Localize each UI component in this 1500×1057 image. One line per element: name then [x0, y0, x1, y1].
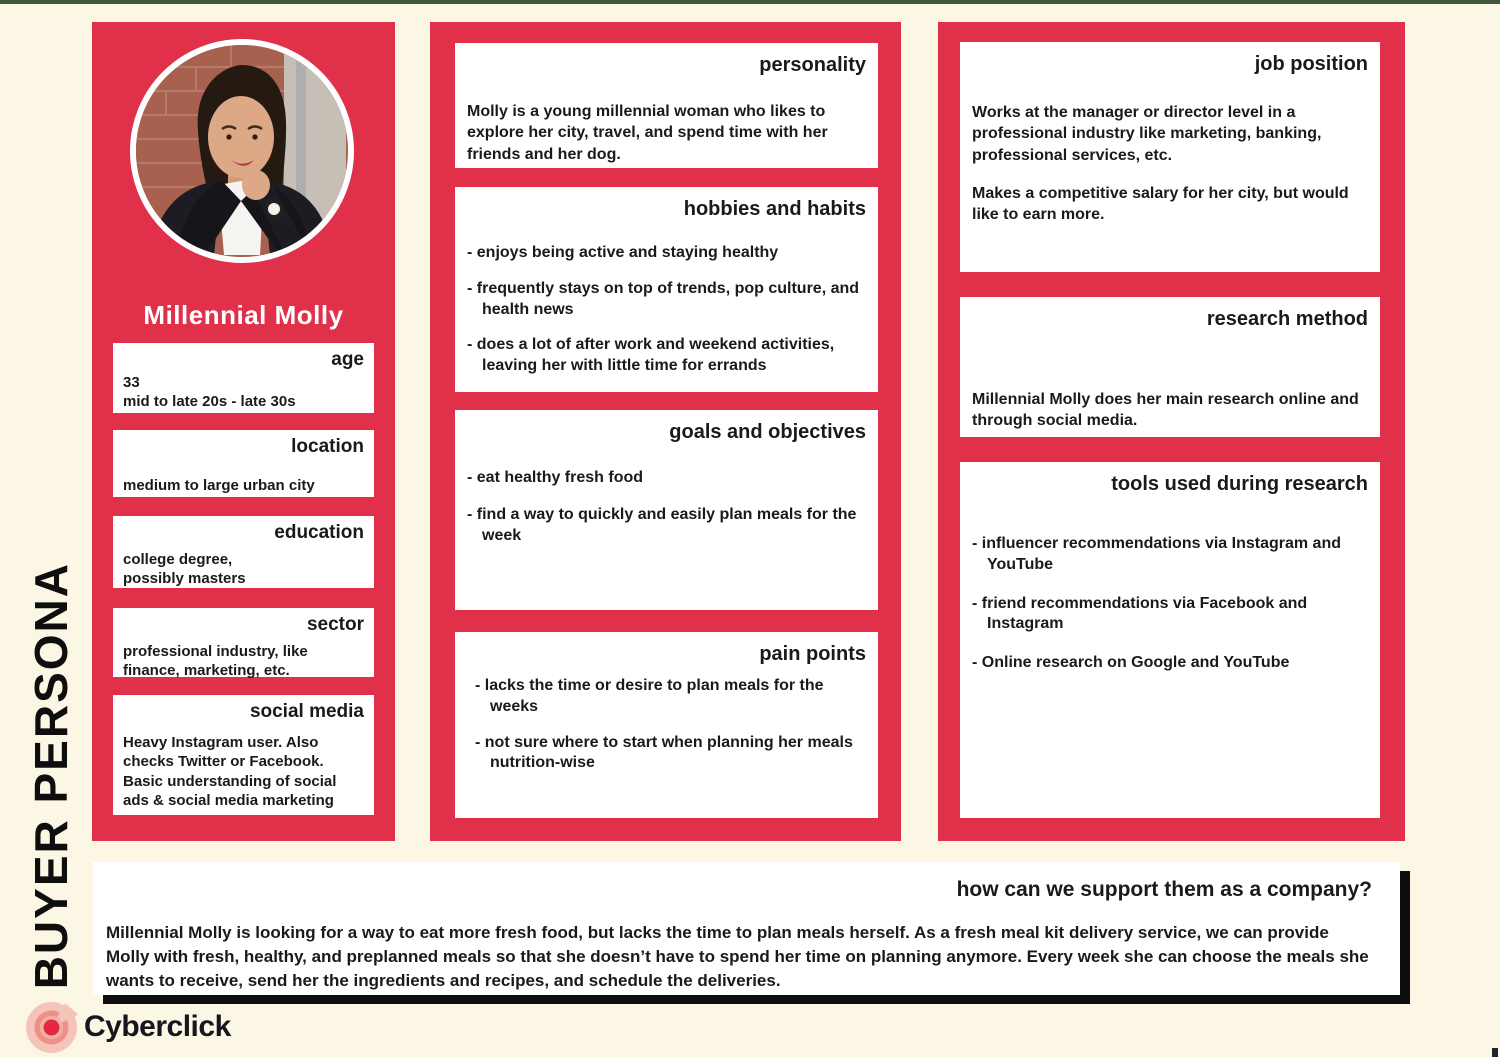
panel-research-tools-title: tools used during research — [1111, 473, 1368, 495]
footer-brand — [25, 1001, 231, 1053]
section-age-title: age — [331, 349, 364, 370]
panel-research-method-title: research method — [1206, 308, 1368, 330]
section-education-value: college degree, possibly masters — [123, 550, 246, 587]
section-age — [113, 343, 374, 413]
section-age-value: 33 mid to late 20s - late 30s — [123, 373, 296, 410]
hobbies-item: - frequently stays on top of trends, pop culture, and health news — [467, 279, 860, 318]
top-border-line — [0, 0, 1500, 4]
panel-job-position-title: job position — [1254, 53, 1368, 75]
research-method-body: Millennial Molly does her main research online and through social media. — [972, 391, 1359, 430]
cyberclick-logo-text: Cyberclick — [84, 1010, 231, 1043]
panel-research-method — [960, 297, 1380, 437]
section-social-media-value: Heavy Instagram user. Also checks Twitter or Facebook. Basic understanding of social ads & social media marketing — [123, 733, 337, 810]
section-social-media-title: social media — [249, 701, 364, 722]
panel-hobbies — [455, 187, 878, 392]
section-sector-title: sector — [306, 614, 364, 635]
section-location-title: location — [291, 436, 364, 457]
panel-personality-title: personality — [759, 54, 866, 76]
hobbies-item: - does a lot of after work and weekend activities, leaving her with little time for errands — [467, 336, 835, 375]
section-education-title: education — [274, 522, 364, 543]
profile-photo — [130, 39, 354, 263]
profile-card — [92, 22, 395, 841]
corner-mark — [1492, 1048, 1498, 1057]
profile-photo-illustration — [136, 45, 346, 255]
panel-pain-points-title: pain points — [759, 643, 866, 665]
section-location — [113, 430, 374, 497]
personality-card — [430, 22, 901, 841]
work-card — [938, 22, 1405, 841]
goals-item: - eat healthy fresh food — [467, 469, 644, 486]
support-box — [93, 862, 1400, 995]
pain-point-item: - lacks the time or desire to plan meals for the weeks — [475, 677, 824, 715]
panel-hobbies-title: hobbies and habits — [683, 198, 866, 220]
panel-research-tools — [960, 462, 1380, 818]
panel-personality-body: Molly is a young millennial woman who likes to explore her city, travel, and spend time with her friends and her dog. — [467, 103, 828, 163]
research-tool-item: - friend recommendations via Facebook and Instagram — [972, 594, 1308, 633]
panel-goals — [455, 410, 878, 610]
panel-pain-points — [455, 632, 878, 818]
job-position-paragraph: Makes a competitive salary for her city, but would like to earn more. — [972, 184, 1349, 224]
panel-personality — [455, 43, 878, 168]
poster-title-text: BUYER PERSONA — [25, 562, 77, 990]
section-sector-value: professional industry, like finance, marketing, etc. — [123, 642, 308, 679]
poster-title-vertical — [24, 562, 82, 1014]
panel-goals-title: goals and objectives — [669, 421, 866, 443]
persona-name: Millennial Molly — [143, 300, 344, 330]
research-tool-item: - Online research on Google and YouTube — [972, 654, 1290, 672]
support-title: how can we support them as a company? — [956, 878, 1372, 901]
hobbies-item: - enjoys being active and staying healthy — [467, 244, 779, 261]
section-location-value: medium to large urban city — [123, 476, 315, 494]
section-sector — [113, 608, 374, 677]
section-education — [113, 516, 374, 588]
pain-point-item: - not sure where to start when planning her meals nutrition-wise — [475, 733, 853, 772]
section-social-media — [113, 695, 374, 815]
panel-job-position — [960, 42, 1380, 272]
job-position-paragraph: Works at the manager or director level in a professional industry like marketing, banking, professional services, etc. — [972, 104, 1322, 164]
goals-item: - find a way to quickly and easily plan meals for the week — [467, 505, 857, 544]
research-tool-item: - influencer recommendations via Instagram and YouTube — [972, 535, 1341, 573]
support-body: Millennial Molly is looking for a way to eat more fresh food, but lacks the time to plan meals herself. As a fresh meal kit delivery service, we can provide Molly with fresh, healthy, and preplanned meals so that she doesn’t have to spend her time on planning anymore. Every week she can choose the meals she wants to receive, send her the ingredients and recipes, and schedule the deliveries. — [106, 923, 1369, 991]
cyberclick-logo-icon — [25, 1001, 78, 1054]
